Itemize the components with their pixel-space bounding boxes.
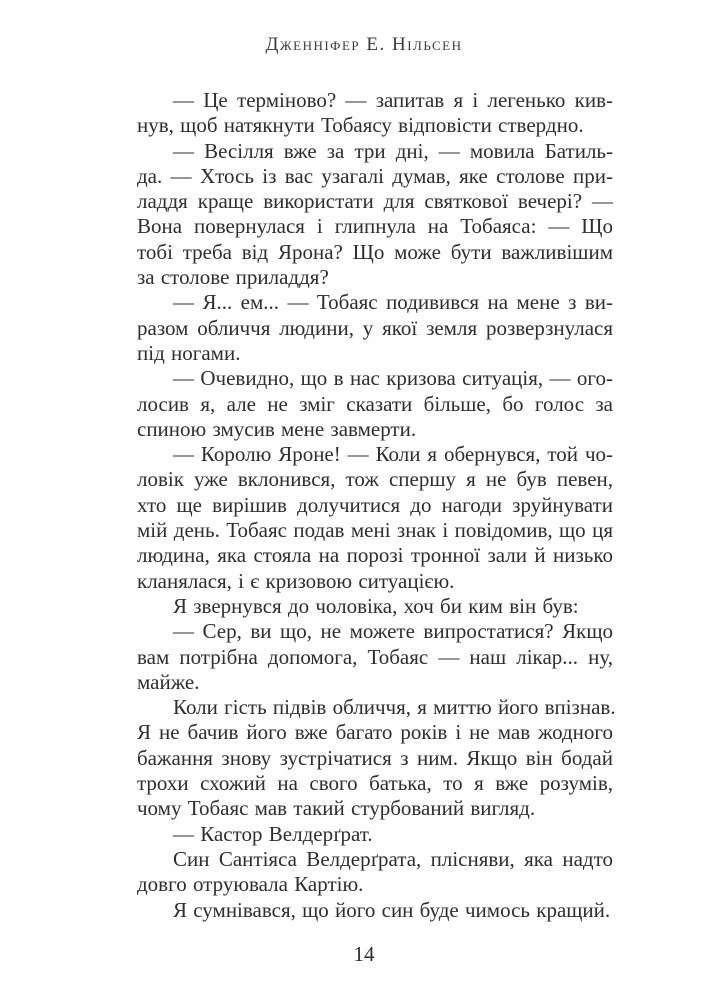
text-line: мій день. Тобаяс подав мені знак і повідомив, що ця — [137, 518, 613, 543]
text-line: трохи схожий на свого батька, то я вже розумів, — [137, 771, 613, 796]
text-line: — Очевидно, що в нас кризова ситуація, — ого- — [173, 366, 613, 391]
text-line: хто ще вирішив долучитися до нагоди зруйнувати — [137, 492, 613, 517]
paragraph — [137, 695, 616, 821]
text-line: спиною змусив мене завмерти. — [137, 416, 417, 441]
text-line: довго отруювала Картію. — [137, 872, 364, 897]
text-line: Син Сантіяса Велдерґрата, плісняви, яка надто — [173, 846, 613, 871]
text-line: людина, яка стояла на порозі тронної зали й низько — [137, 543, 613, 568]
page-body-text — [137, 88, 616, 923]
text-line: за столове приладдя? — [137, 265, 329, 290]
text-line: під ногами. — [137, 340, 241, 365]
text-line: — Це терміново? — запитав я і легенько кив- — [173, 88, 613, 112]
text-line: ловік уже вклонився, тож спершу я не був певен, — [137, 467, 613, 492]
paragraph — [137, 898, 613, 923]
text-line: Я сумнівався, що його син буде чимось кращий. — [173, 897, 611, 922]
paragraph — [137, 442, 613, 594]
text-line: кланялася, і є кризовою ситуацією. — [137, 568, 455, 593]
text-line: чому Тобаяс мав такий стурбований вигляд. — [137, 796, 536, 821]
text-line: майже. — [137, 669, 200, 694]
paragraph — [137, 822, 613, 847]
text-line: Вона повернулася і глипнула на Тобаяса: — Що — [137, 214, 613, 239]
text-line: вам потрібна допомога, Тобаяс — наш лікар... ну, — [137, 644, 613, 669]
text-line: разом обличчя людини, у якої земля розверзнулася — [137, 315, 613, 340]
paragraph — [137, 619, 613, 695]
text-line: бажання знову зустрічатися з ним. Якщо він бодай — [137, 745, 613, 770]
page-number: 14 — [353, 942, 375, 966]
paragraph — [137, 847, 613, 898]
text-line: Я звернувся до чоловіка, хоч би ким він був: — [173, 593, 579, 618]
text-line: — Королю Яроне! — Коли я обернувся, той чо- — [173, 442, 613, 467]
paragraph — [137, 88, 613, 139]
text-line: Коли гість підвів обличчя, я миттю його впізнав. — [173, 695, 616, 720]
paragraph — [137, 594, 613, 619]
text-line: нув, щоб натякнути Тобаясу відповісти ствердно. — [137, 113, 584, 138]
text-line: тобі треба від Ярона? Що може бути важливішим — [137, 239, 613, 264]
text-line: ладдя краще використати для святкової вечері? — — [137, 189, 613, 214]
text-line: — Я... ем... — Тобаяс подивився на мене з ви- — [173, 290, 613, 315]
text-line: лосив я, але не зміг сказати більше, бо голос за — [137, 391, 613, 416]
text-line: да. — Хтось із вас узагалі думав, яке столове при- — [137, 163, 613, 188]
running-header: Дженніфер Е. Нільсен — [265, 34, 463, 55]
paragraph — [137, 366, 613, 442]
paragraph — [137, 139, 613, 291]
text-line: — Весілля вже за три дні, — мовила Батиль- — [173, 138, 613, 163]
text-line: Я не бачив його вже багато років і не мав жодного — [137, 720, 613, 745]
text-line: — Кастор Велдерґрат. — [173, 821, 373, 846]
text-line: — Сер, ви що, не можете випростатися? Якщо — [173, 619, 613, 644]
paragraph — [137, 290, 613, 366]
